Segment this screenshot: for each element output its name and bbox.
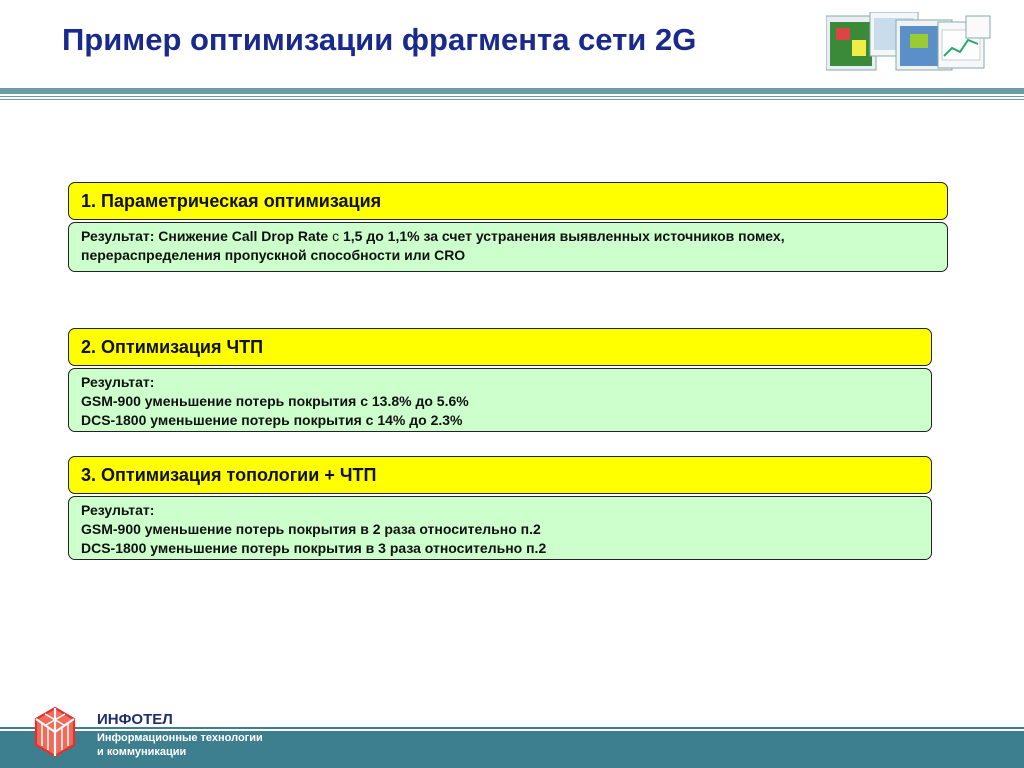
brand-name: ИНФОТЕЛ <box>97 711 173 728</box>
result-label: Результат: <box>81 502 155 518</box>
infotel-logo-icon <box>34 706 76 758</box>
result-label: Результат: <box>81 374 155 390</box>
section-heading: 2. Оптимизация ЧТП <box>68 328 932 366</box>
section-result <box>68 368 932 432</box>
result-prefix: Результат: Снижение Call Drop Rate <box>81 228 329 244</box>
brand-tagline-line: Информационные технологии <box>97 732 263 744</box>
slide-title: Пример оптимизации фрагмента сети 2G <box>62 22 697 57</box>
brand-tagline-line: и коммуникации <box>97 746 187 758</box>
result-line: GSM-900 уменьшение потерь покрытия в 2 раза относительно п.2 <box>81 521 541 537</box>
brand-tagline <box>97 731 263 759</box>
software-screenshots-icon <box>826 12 992 74</box>
result-line: DCS-1800 уменьшение потерь покрытия с 14% до 2.3% <box>81 412 463 428</box>
result-text: перераспределения пропускной способности или CRO <box>81 247 466 263</box>
section-heading: 1. Параметрическая оптимизация <box>68 182 948 220</box>
header-rule-thin <box>0 96 1024 97</box>
section-result <box>68 222 948 272</box>
section-heading: 3. Оптимизация топологии + ЧТП <box>68 456 932 494</box>
result-text: 1,5 до 1,1% за счет устранения выявленных источников помех, <box>343 228 785 244</box>
result-line: GSM-900 уменьшение потерь покрытия с 13.8% до 5.6% <box>81 393 469 409</box>
result-line: DCS-1800 уменьшение потерь покрытия в 3 раза относительно п.2 <box>81 540 547 556</box>
section-result <box>68 496 932 560</box>
header-rule <box>0 88 1024 94</box>
result-connector: с <box>332 228 340 244</box>
header-rule-thin <box>0 99 1024 100</box>
